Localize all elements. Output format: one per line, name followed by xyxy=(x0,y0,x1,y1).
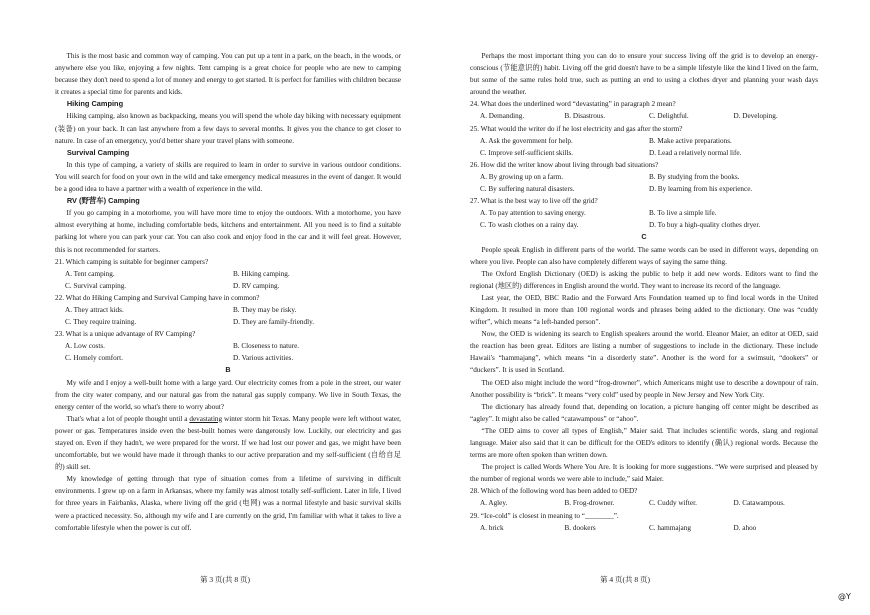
page-number-right: 第 4 页(共 8 页) xyxy=(600,575,650,584)
question-stem: 22. What do Hiking Camping and Survival Camping have in common? xyxy=(55,293,260,302)
question-27 xyxy=(470,195,818,231)
option-c: C. By suffering natural disasters. xyxy=(480,185,575,194)
option-d: D. By learning from his experience. xyxy=(649,185,753,194)
question-29 xyxy=(470,510,818,534)
passage-c-paragraph-1: People speak English in different parts of the world. The same words can be used in different ways, depending on where you live. People can also have completely different ways of saying the same thing. xyxy=(470,245,818,266)
passage-c-paragraph-3: Last year, the OED, BBC Radio and the Forward Arts Foundation teamed up to find local words in the United Kingdom. It resulted in more than 100 regional words and phrases being added to the dictionary. One was “cuddy wifter”, which means “a left-handed person”. xyxy=(470,293,818,327)
watermark-icon: @ xyxy=(838,592,846,601)
option-b: B. dookers xyxy=(564,523,596,532)
paragraph-text: That's what a lot of people thought until a xyxy=(66,414,190,423)
paragraph-text: winter storm hit Texas. Many people were left without water, power or gas. Temperatures inside even the best-built homes were dangerously low. Luckily, our electricity and gas stayed on. Even if they hadn't, we were prepared for the worst. If we had lost our power and gas, we might have been uncomfortable, but we would have made it through thanks to our active preparation and my self-sufficient (自给自足的) skill set. xyxy=(55,414,401,472)
question-stem: 26. How did the writer know about living through bad situations? xyxy=(470,160,659,169)
question-stem: 27. What is the best way to live off the grid? xyxy=(470,197,598,206)
question-21 xyxy=(55,256,401,292)
option-d: D. They are family-friendly. xyxy=(233,318,315,327)
tent-camping-text: This is the most basic and common way of camping. You can put up a tent in a park, on the beach, in the woods, or anywhere else you like, enjoying a few nights. Tent camping is a great choice for people who are new to camping because they don't need to spend a lot of money and energy to get started. It is perfect for families with children because it creates a special time for parents and kids. xyxy=(55,52,401,97)
rv-camping-heading: RV (野营车) Camping xyxy=(66,196,140,206)
question-22 xyxy=(55,292,401,328)
option-d: D. RV camping. xyxy=(233,281,280,290)
question-23 xyxy=(55,328,401,364)
rv-camping-text: If you go camping in a motorhome, you will have more time to enjoy the outdoors. With a motorhome, you have almost everything at home, including comfortable beds, kitchens and entertainment. All you need is to find a suitable parking lot where you can park your car. You can also cook and enjoy food in the car and it will feel great. However, this is not recommended for starters. xyxy=(55,209,401,254)
option-a: A. Demanding. xyxy=(480,112,525,121)
passage-b-paragraph-3: My knowledge of getting through that type of situation comes from a lifetime of surviving in difficult environments. I grew up on a farm in Arkansas, where my family was almost totally self-sufficient. Later in life, I lived for three years in Fairbanks, Alaska, where living off the grid (电网) was a normal lifestyle and basic survival skills were a practiced necessity. So, although my wife and I are currently on the grid, I'm familiar with what it takes to live a comfortable lifestyle when the power is cut off. xyxy=(55,475,401,532)
option-d: D. ahoo xyxy=(733,523,757,532)
option-b: B. Closeness to nature. xyxy=(233,342,300,351)
option-c: C. Delightful. xyxy=(649,112,689,121)
passage-b-paragraph-4: Perhaps the most important thing you can do to ensure your success living off the grid is to develop an energy-conscious (节能意识的) habit. Living off the grid doesn't have to be a simple lifestyle like the kind I lived on the farm, but some of the same rules hold true, such as putting an end to using a clothes dryer and planning your wash days around the weather. xyxy=(470,52,818,97)
right-page xyxy=(470,50,818,534)
passage-c-paragraph-6: The dictionary has already found that, depending on location, a picture hanging off center might be described as “agley”. It might also be called “catawampous” or “ahoo”. xyxy=(470,402,818,423)
question-stem: 28. Which of the following word has been added to OED? xyxy=(470,487,638,496)
passage-c-paragraph-4: Now, the OED is widening its search to English speakers around the world. Eleanor Maier, an editor at OED, said the reaction has been great. Editors are listing a number of suggestions to include in the dictionary. These include Hawaii's “hammajang”, which means “in a disorderly state”. Another is the word for a swimsuit, “dookers” or “duckers”. It is used in Scotland. xyxy=(470,330,818,375)
passage-c-paragraph-2: The Oxford English Dictionary (OED) is asking the public to help it add new words. Editors want to find the regional (地区的) differences in English around the world. They want to increase its record of the language. xyxy=(470,269,818,290)
option-c: C. Cuddy wifter. xyxy=(649,499,697,508)
passage-c-paragraph-5: The OED also might include the word “frog-drowner”, which Americans might use to describe a downpour of rain. Another possibility is “brick”. It means “very cold” used by people in New Jersey and New York City. xyxy=(470,378,818,399)
section-c-heading: C xyxy=(641,232,647,242)
option-c: C. Improve self-sufficient skills. xyxy=(480,148,574,157)
option-b: B. Frog-drowner. xyxy=(564,499,615,508)
option-c: C. Survival camping. xyxy=(65,281,127,290)
question-28 xyxy=(470,485,818,509)
option-a: A. By growing up on a farm. xyxy=(480,172,564,181)
option-d: D. Lead a relatively normal life. xyxy=(649,148,742,157)
option-c: C. To wash clothes on a rainy day. xyxy=(480,221,579,230)
option-a: A. They attract kids. xyxy=(65,305,124,314)
option-d: D. Developing. xyxy=(733,112,778,121)
question-24 xyxy=(470,98,818,122)
option-a: A. brick xyxy=(480,523,504,532)
option-b: B. To live a simple life. xyxy=(649,209,717,218)
hiking-camping-text: Hiking camping, also known as backpacking, means you will spend the whole day hiking with necessary equipment (装备) on your back. It can last anywhere from a few days to several months. It gives you the chance to get closer to nature. In case of an emergency, you'd better share your travel plans with someone. xyxy=(55,112,401,145)
survival-camping-text: In this type of camping, a variety of skills are required to learn in order to survive in various outdoor conditions. You will search for food on your own in the wild and take emergency medical measures in the event of danger. It would be a good idea to have a partner with a wealth of experience in the wild. xyxy=(55,160,401,194)
question-stem: 25. What would the writer do if he lost electricity and gas after the storm? xyxy=(470,124,683,133)
option-c: C. Homely comfort. xyxy=(65,354,123,363)
option-b: B. They may be risky. xyxy=(233,305,297,314)
option-c: C. They require training. xyxy=(65,318,137,327)
option-a: A. Low costs. xyxy=(65,342,105,351)
hiking-camping-heading: Hiking Camping xyxy=(66,99,124,109)
passage-b-paragraph-1: My wife and I enjoy a well-built home with a large yard. Our electricity comes from a pole in the street, our water from the city water company, and our natural gas from the natural gas supply company. We live in South Texas, the energy center of the world, so what's there to worry about? xyxy=(55,378,401,411)
question-stem: 21. Which camping is suitable for beginner campers? xyxy=(55,257,209,266)
survival-camping-heading: Survival Camping xyxy=(66,147,130,157)
option-a: A. Ask the government for help. xyxy=(480,136,573,145)
passage-c-paragraph-8: The project is called Words Where You Are. It is looking for more suggestions. “We were surprised and pleased by the number of regional words we were able to include,” said Maier. xyxy=(470,463,818,484)
option-b: B. Disastrous. xyxy=(564,112,606,121)
option-d: D. Catawampous. xyxy=(733,499,785,508)
option-a: A. Tent camping. xyxy=(65,269,115,278)
question-25 xyxy=(470,123,818,159)
underlined-word: devastating xyxy=(189,414,223,423)
option-c: C. hammajang xyxy=(649,523,691,532)
option-b: B. Hiking camping. xyxy=(233,269,290,278)
question-stem: 29. “Ice-cold” is closest in meaning to “________”. xyxy=(470,511,619,520)
option-b: B. Make active preparations. xyxy=(649,136,732,145)
option-b: B. By studying from the books. xyxy=(649,172,740,181)
left-page xyxy=(55,50,401,534)
option-d: D. Various activities. xyxy=(233,354,294,363)
section-b-heading: B xyxy=(225,365,231,375)
option-d: D. To buy a high-quality clothes dryer. xyxy=(649,221,761,230)
passage-c-paragraph-7: “The OED aims to cover all types of English,” Maier said. That includes scientific words, slang and regional language. Maier also said that it can be difficult for the OED's editors to identify (确认) regional words. Because the terms are more often spoken than written down. xyxy=(470,426,818,460)
corner-watermark xyxy=(838,592,851,601)
question-26 xyxy=(470,159,818,195)
watermark-text: Y xyxy=(846,592,851,601)
question-stem: 23. What is a unique advantage of RV Camping? xyxy=(55,330,196,339)
question-stem: 24. What does the underlined word “devastating” in paragraph 2 mean? xyxy=(470,100,676,109)
option-a: A. Agley. xyxy=(480,499,508,508)
option-a: A. To pay attention to saving energy. xyxy=(480,209,586,218)
page-number-left: 第 3 页(共 8 页) xyxy=(200,575,250,584)
passage-b-paragraph-2 xyxy=(55,413,401,473)
